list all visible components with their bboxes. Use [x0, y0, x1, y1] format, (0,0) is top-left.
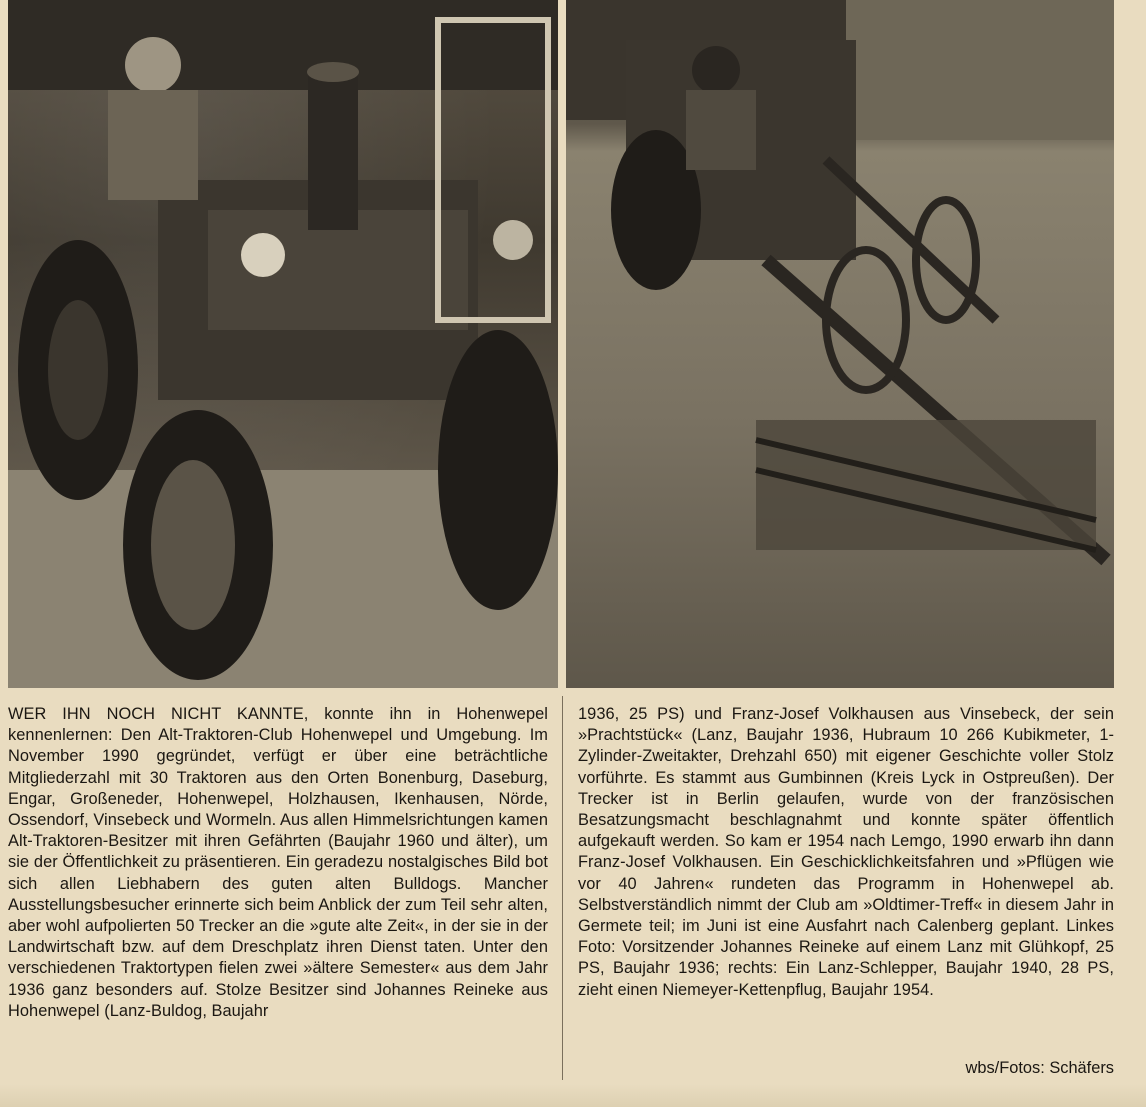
- article-lead: WER IHN NOCH NICHT KANNTE,: [8, 705, 309, 723]
- page-bottom-edge: [0, 1084, 1146, 1107]
- article-column-left: [8, 704, 548, 1022]
- article-text-left: konnte ihn in Hohenwepel kennenlernen: Den Alt-Traktoren-Club Hohenwepel und Umgebung. Im November 1990 gegründet, verfügt er über eine beträchtliche Mitgliederzahl mit 30 Traktoren aus den Orten Bonenburg, Daseburg, Engar, Großeneder, Hohenwepel, Holzhausen, Ikenhausen, Nörde, Ossendorf, Vinsebeck und Wormeln. Aus allen Himmelsrichtungen kamen Alt-Traktoren-Besitzer mit ihren Gefährten (Baujahr 1960 und älter), um sie der Öffentlichkeit zu präsentieren. Ein geradezu nostalgisches Bild bot sich allen Liebhabern des guten alten Bulldogs. Mancher Ausstellungsbesucher erinnerte sich beim Anblick der zum Teil sehr alten, aber wohl aufpolierten 50 Trecker an die »gute alte Zeit«, in der sie in der Landwirtschaft bzw. auf dem Dreschplatz ihren Dienst taten. Unter den verschiedenen Traktortypen fielen zwei »ältere Semester« aus dem Jahr 1936 ganz besonders auf. Stolze Besitzer sind Johannes Reineke aus Hohenwepel (Lanz-Buldog, Baujahr: [8, 705, 548, 1020]
- tractor-illustration: [8, 0, 558, 688]
- article-column-right: [578, 704, 1114, 1001]
- photo-gutter: [558, 0, 566, 688]
- photo-right-plough: [566, 0, 1114, 688]
- photo-credit: wbs/Fotos: Schäfers: [965, 1059, 1114, 1077]
- article-text-right: 1936, 25 PS) und Franz-Josef Volkhausen aus Vinsebeck, der sein »Prachtstück« (Lanz, Baujahr 1936, Hubraum 10 266 Kubikmeter, 1-Zylinder-Zweitakter, Drehzahl 650) mit eigener Geschichte voller Stolz vorführte. Es stammt aus Gumbinnen (Kreis Lyck in Ostpreußen). Der Trecker ist in Berlin gelaufen, wurde von der französischen Besatzungsmacht beschlagnahmt und konnte später öffentlich aufgekauft werden. So kam er 1954 nach Lemgo, 1990 erwarb ihn dann Franz-Josef Volkhausen. Ein Geschicklichkeitsfahren und »Pflügen wie vor 40 Jahren« rundeten das Programm in Hohenwepel ab. Selbstverständlich nimmt der Club am »Oldtimer-Treff« in diesem Jahr in Germete teil; im Juni ist eine Ausfahrt nach Calenberg geplant. Linkes Foto: Vorsitzender Johannes Reineke auf einem Lanz mit Glühkopf, 25 PS, Baujahr 1936; rechts: Ein Lanz-Schlepper, Baujahr 1940, 28 PS, zieht einen Niemeyer-Kettenpflug, Baujahr 1954.: [578, 705, 1114, 999]
- photo-left-tractor: [8, 0, 558, 688]
- column-divider: [562, 696, 563, 1080]
- plough-illustration: [566, 0, 1114, 688]
